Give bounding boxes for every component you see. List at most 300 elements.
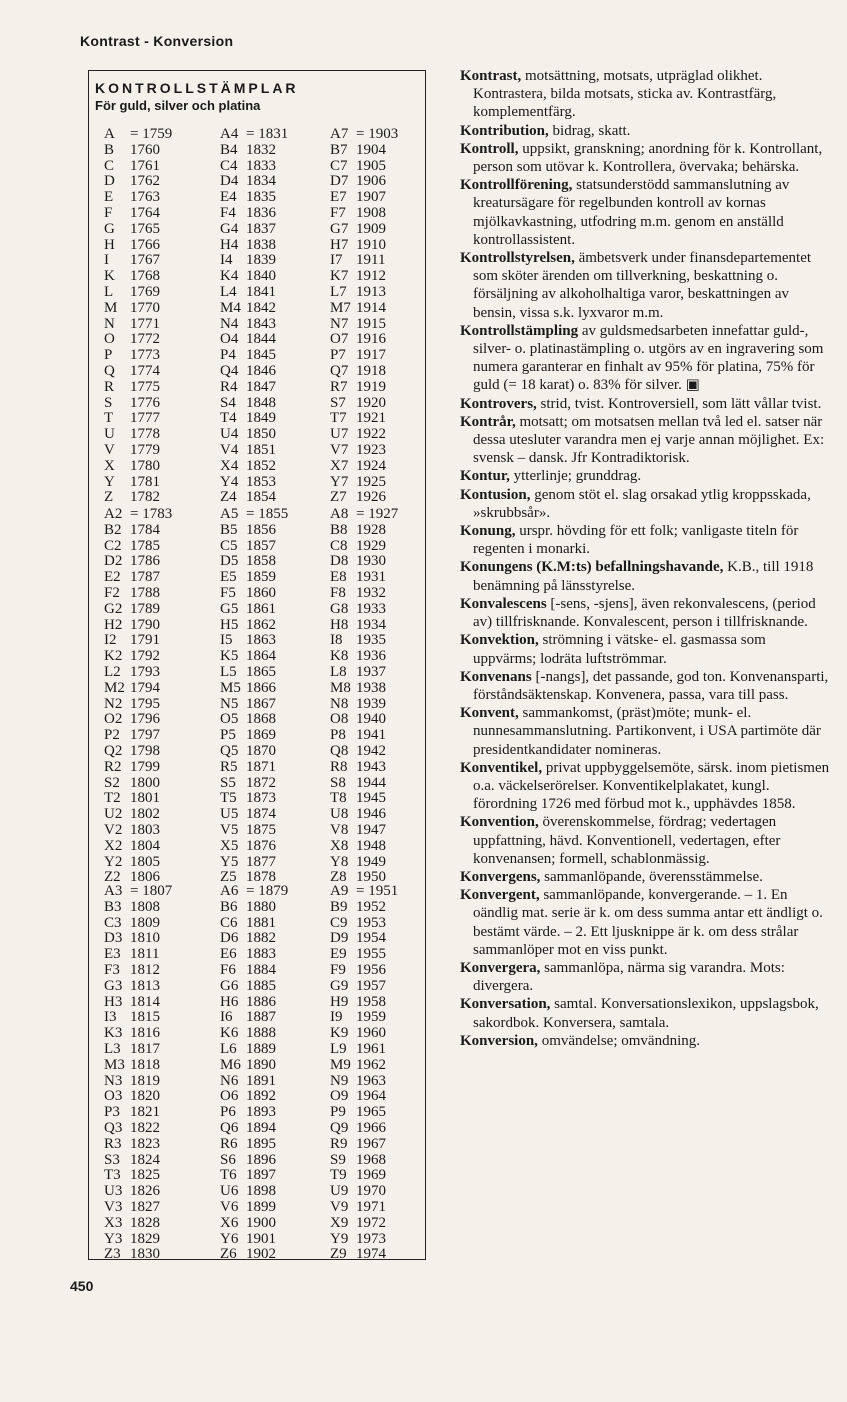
hallmark-year: 1965 (356, 1104, 386, 1121)
hallmark-year: 1825 (130, 1167, 160, 1184)
hallmark-year: 1915 (356, 315, 386, 332)
entry-definition: statsunderstödd sammanslutning av kreatursägare för regelbunden kontroll av kornas mjölkavkastning, utfodring m.m. genom en anställd kontrollassistent. (473, 177, 790, 248)
hallmark-letter: M9 (330, 1056, 351, 1073)
table-cell (330, 127, 398, 143)
hallmark-letter: R7 (330, 378, 348, 395)
table-cell (330, 222, 386, 238)
table-row (104, 855, 426, 871)
table-cell (220, 174, 276, 190)
table-row (104, 681, 426, 697)
hallmark-year: 1839 (246, 252, 276, 269)
table-cell (104, 174, 160, 190)
table-cell (220, 253, 276, 269)
table-cell (220, 285, 276, 301)
hallmark-letter: H8 (330, 616, 349, 633)
hallmark-letter: C6 (220, 914, 238, 931)
hallmark-year: = 1903 (356, 126, 399, 142)
hallmark-letter: S4 (220, 394, 236, 411)
hallmark-year: 1955 (356, 946, 386, 963)
hallmark-letter: U6 (220, 1183, 239, 1200)
table-cell (220, 159, 276, 175)
table-cell (330, 1247, 386, 1263)
hallmark-letter: T (104, 410, 114, 427)
hallmark-year: 1907 (356, 189, 386, 206)
table-row (104, 839, 426, 855)
hallmark-year: 1767 (130, 252, 160, 269)
table-cell (220, 776, 276, 792)
hallmark-letter: S9 (330, 1151, 346, 1168)
hallmark-letter: Y (104, 473, 115, 490)
table-cell (104, 364, 160, 380)
hallmark-letter: D5 (220, 553, 239, 570)
table-cell (220, 507, 288, 523)
hallmark-year: 1956 (356, 961, 386, 978)
hallmark-year: 1900 (246, 1214, 276, 1231)
table-cell (330, 728, 386, 744)
table-cell (104, 1089, 160, 1105)
hallmark-year: 1812 (130, 961, 160, 978)
table-cell (330, 618, 386, 634)
hallmark-year: 1946 (356, 806, 386, 823)
hallmark-year: 1940 (356, 711, 386, 728)
hallmark-year: 1830 (130, 1246, 160, 1263)
hallmark-year: 1784 (130, 521, 160, 538)
hallmark-letter: P (104, 347, 113, 364)
table-row (104, 995, 426, 1011)
entry-headword: Konvergens, (460, 868, 541, 885)
table-row (104, 744, 426, 760)
hallmark-letter: E4 (220, 189, 237, 206)
hallmark-year: 1926 (356, 489, 386, 506)
hallmark-year: 1834 (246, 173, 276, 190)
entry-definition: överenskommelse, fördrag; vedertagen uppfattning, hävd. Konventionell, vedertagen, efter konvenansen; formell, schablonmässig. (473, 814, 781, 867)
hallmark-letter: M3 (104, 1056, 125, 1073)
table-cell (330, 1058, 386, 1074)
hallmark-letter: B4 (220, 141, 238, 158)
hallmark-letter: I6 (220, 1009, 233, 1026)
dictionary-entry (460, 322, 830, 395)
dictionary-entry (460, 467, 830, 485)
table-row (104, 1042, 426, 1058)
hallmark-letter: H4 (220, 236, 239, 253)
table-cell (104, 697, 160, 713)
hallmark-year: 1910 (356, 236, 386, 253)
table-row (104, 712, 426, 728)
hallmark-year: 1771 (130, 315, 160, 332)
hallmark-year: 1837 (246, 220, 276, 237)
table-cell (104, 665, 160, 681)
hallmark-year: 1961 (356, 1040, 386, 1057)
table-cell (220, 791, 276, 807)
hallmark-year: 1939 (356, 695, 386, 712)
table-row (104, 269, 426, 285)
table-row (104, 301, 426, 317)
table-row (104, 649, 426, 665)
hallmark-letter: M6 (220, 1056, 241, 1073)
entry-definition: sammanlöpa, närma sig varandra. Mots: divergera. (473, 959, 785, 995)
hallmark-letter: T9 (330, 1167, 347, 1184)
hallmark-year: 1917 (356, 347, 386, 364)
hallmark-letter: N (104, 315, 115, 332)
table-cell (220, 380, 276, 396)
table-cell (220, 1216, 276, 1232)
hallmark-year: 1913 (356, 283, 386, 300)
hallmark-letter: O9 (330, 1088, 349, 1105)
entry-headword: Konvergera, (460, 959, 541, 976)
hallmark-letter: E2 (104, 569, 121, 586)
hallmark-letter: F9 (330, 961, 346, 978)
hallmark-year: 1850 (246, 426, 276, 443)
hallmark-year: 1805 (130, 853, 160, 870)
table-cell (220, 1074, 276, 1090)
hallmark-year: 1904 (356, 141, 386, 158)
hallmark-letter: G3 (104, 977, 123, 994)
table-row (104, 760, 426, 776)
dictionary-entry (460, 522, 830, 558)
running-head: Kontrast - Konversion (80, 33, 234, 49)
table-row (104, 1153, 426, 1169)
hallmark-letter: Q6 (220, 1119, 239, 1136)
hallmark-year: 1973 (356, 1230, 386, 1247)
hallmark-year: 1833 (246, 157, 276, 174)
table-cell (104, 884, 172, 900)
hallmark-letter: L8 (330, 663, 347, 680)
table-cell (330, 776, 386, 792)
table-row (104, 143, 426, 159)
table-cell (104, 807, 160, 823)
hallmark-year: 1867 (246, 695, 276, 712)
table-cell (220, 586, 276, 602)
hallmark-letter: T3 (104, 1167, 121, 1184)
hallmark-letter: S (104, 394, 113, 411)
hallmark-year: 1769 (130, 283, 160, 300)
hallmark-letter: T6 (220, 1167, 237, 1184)
hallmark-letter: P3 (104, 1104, 120, 1121)
table-cell (330, 570, 386, 586)
hallmark-letter: O8 (330, 711, 349, 728)
table-cell (104, 206, 160, 222)
hallmark-year: 1921 (356, 410, 386, 427)
hallmark-letter: R4 (220, 378, 238, 395)
dictionary-entry (460, 140, 830, 176)
hallmark-letter: D4 (220, 173, 239, 190)
hallmark-year: = 1879 (246, 883, 289, 899)
hallmark-letter: L (104, 283, 114, 300)
hallmark-letter: M8 (330, 679, 351, 696)
hallmark-year: 1871 (246, 758, 276, 775)
hallmark-letter: A5 (220, 506, 239, 522)
hallmark-letter: B9 (330, 898, 348, 915)
hallmark-letter: N3 (104, 1072, 123, 1089)
hallmark-year: 1925 (356, 473, 386, 490)
table-cell (330, 697, 386, 713)
entry-headword: Kontusion, (460, 486, 531, 503)
hallmark-letter: U2 (104, 806, 123, 823)
hallmark-year: 1772 (130, 331, 160, 348)
hallmark-year: 1828 (130, 1214, 160, 1231)
hallmark-letter: C8 (330, 537, 348, 554)
hallmark-year: 1841 (246, 283, 276, 300)
hallmark-letter: V3 (104, 1198, 123, 1215)
hallmark-year: 1803 (130, 821, 160, 838)
table-cell (220, 931, 276, 947)
hallmark-letter: B2 (104, 521, 122, 538)
hallmark-letter: N9 (330, 1072, 349, 1089)
hallmark-block-3 (104, 884, 426, 1263)
hallmark-letter: L7 (330, 283, 347, 300)
table-cell (330, 396, 386, 412)
hallmark-letter: D (104, 173, 115, 190)
table-cell (104, 1200, 160, 1216)
hallmark-year: 1919 (356, 378, 386, 395)
table-cell (220, 269, 276, 285)
hallmark-letter: G5 (220, 600, 239, 617)
hallmark-year: 1942 (356, 742, 386, 759)
hallmark-year: 1862 (246, 616, 276, 633)
entry-headword: Konvektion, (460, 632, 539, 649)
hallmark-year: 1887 (246, 1009, 276, 1026)
hallmark-letter: I (104, 252, 109, 269)
table-cell (220, 995, 276, 1011)
table-cell (220, 712, 276, 728)
table-cell (104, 127, 172, 143)
hallmark-year: 1963 (356, 1072, 386, 1089)
table-cell (330, 1105, 386, 1121)
table-cell (330, 190, 386, 206)
hallmark-year: 1929 (356, 537, 386, 554)
hallmark-year: 1970 (356, 1183, 386, 1200)
table-cell (220, 728, 276, 744)
table-row (104, 443, 426, 459)
table-cell (330, 317, 386, 333)
hallmark-year: 1858 (246, 553, 276, 570)
table-cell (220, 490, 276, 506)
hallmark-letter: F7 (330, 204, 346, 221)
hallmark-year: 1788 (130, 584, 160, 601)
hallmark-year: 1933 (356, 600, 386, 617)
hallmark-year: 1856 (246, 521, 276, 538)
hallmark-year: 1824 (130, 1151, 160, 1168)
table-cell (104, 855, 160, 871)
table-cell (104, 776, 160, 792)
hallmark-year: 1950 (356, 869, 386, 886)
hallmark-year: 1874 (246, 806, 276, 823)
table-cell (330, 916, 386, 932)
table-cell (104, 947, 159, 963)
hallmark-year: 1892 (246, 1088, 276, 1105)
hallmark-letter: M (104, 299, 118, 316)
entry-definition: [-sens, -sjens], även rekonvalescens, (period av) tillfrisknande. Konvalescent, person i tillfrisknande. (473, 595, 816, 631)
table-row (104, 1168, 426, 1184)
table-cell (104, 586, 160, 602)
entry-definition: genom stöt el. slag orsakad ytlig kroppsskada, »skrubbsår». (473, 486, 811, 521)
table-cell (220, 649, 276, 665)
hallmark-year: 1787 (130, 569, 160, 586)
table-cell (220, 332, 276, 348)
dictionary-entry (460, 995, 830, 1031)
table-cell (104, 159, 160, 175)
dictionary-entry (460, 886, 830, 959)
hallmark-year: 1873 (246, 790, 276, 807)
hallmark-letter: P9 (330, 1104, 346, 1121)
hallmark-year: 1777 (130, 410, 160, 427)
table-cell (220, 238, 276, 254)
table-cell (220, 459, 276, 475)
hallmark-letter: G9 (330, 977, 349, 994)
hallmark-year: = 1831 (246, 126, 289, 142)
hallmark-year: 1766 (130, 236, 160, 253)
hallmark-letter: Q (104, 362, 115, 379)
hallmark-letter: V8 (330, 821, 349, 838)
table-cell (220, 1137, 276, 1153)
entry-definition: motsättning, motsats, utpräglad olikhet. Kontrastera, bilda motsats, sticka av. Kontrastfärg, komplementfärg. (473, 68, 777, 121)
table-cell (330, 411, 386, 427)
dictionary-entry (460, 249, 830, 322)
hallmark-year: 1949 (356, 853, 386, 870)
hallmark-letter: K4 (220, 268, 239, 285)
table-cell (330, 947, 386, 963)
table-row (104, 190, 426, 206)
table-row (104, 396, 426, 412)
hallmark-letter: C2 (104, 537, 122, 554)
hallmark-letter: C5 (220, 537, 238, 554)
hallmark-year: 1770 (130, 299, 160, 316)
hallmark-year: 1835 (246, 189, 276, 206)
hallmark-year: 1791 (130, 632, 160, 649)
entry-headword: Konungens (K.M:ts) befallningshavande, (460, 559, 724, 576)
entry-definition: sammankomst, (präst)möte; munk- el. nunnesammanslutning. Partikonvent, i USA partimöte där presidentkandidater nomineras. (473, 705, 821, 758)
hallmark-year: 1894 (246, 1119, 276, 1136)
hallmark-year: 1958 (356, 993, 386, 1010)
dictionary-entry (460, 631, 830, 667)
hallmark-year: = 1783 (130, 506, 173, 522)
table-cell (330, 586, 386, 602)
hallmark-letter: Y3 (104, 1230, 123, 1247)
hallmark-year: 1799 (130, 758, 160, 775)
hallmark-letter: O7 (330, 331, 349, 348)
table-cell (330, 823, 386, 839)
hallmark-letter: K6 (220, 1025, 239, 1042)
hallmark-letter: I8 (330, 632, 343, 649)
hallmark-letter: P6 (220, 1104, 236, 1121)
hallmark-letter: L6 (220, 1040, 237, 1057)
hallmark-letter: N7 (330, 315, 349, 332)
hallmark-year: 1912 (356, 268, 386, 285)
hallmark-year: 1826 (130, 1183, 160, 1200)
hallmark-year: 1967 (356, 1135, 386, 1152)
table-cell (330, 459, 386, 475)
hallmark-letter: Y8 (330, 853, 349, 870)
entry-headword: Kontrollstyrelsen, (460, 250, 575, 267)
table-cell (104, 143, 160, 159)
hallmark-letter: D7 (330, 173, 349, 190)
table-cell (104, 554, 160, 570)
table-row (104, 633, 426, 649)
table-cell (104, 411, 160, 427)
dictionary-entry (460, 595, 830, 631)
entry-headword: Kontrovers, (460, 395, 537, 412)
table-cell (330, 1010, 386, 1026)
hallmark-year: 1938 (356, 679, 386, 696)
table-row (104, 728, 426, 744)
dictionary-entry (460, 959, 830, 995)
hallmark-year: 1800 (130, 774, 160, 791)
hallmark-letter: K8 (330, 648, 349, 665)
hallmark-letter: U8 (330, 806, 349, 823)
table-row (104, 348, 426, 364)
table-cell (330, 665, 386, 681)
table-row (104, 490, 426, 506)
hallmark-year: 1768 (130, 268, 160, 285)
hallmark-year: 1959 (356, 1009, 386, 1026)
table-cell (330, 1168, 386, 1184)
hallmark-year: 1884 (246, 961, 276, 978)
hallmark-letter: M2 (104, 679, 125, 696)
hallmark-year: 1776 (130, 394, 160, 411)
hallmark-year: 1914 (356, 299, 386, 316)
hallmark-letter: Y6 (220, 1230, 239, 1247)
entry-headword: Konvergent, (460, 887, 540, 904)
table-cell (220, 947, 276, 963)
table-row (104, 1121, 426, 1137)
hallmark-year: 1891 (246, 1072, 276, 1089)
table-row (104, 823, 426, 839)
hallmark-year: 1861 (246, 600, 276, 617)
table-cell (220, 681, 276, 697)
table-cell (220, 317, 276, 333)
hallmark-letter: H (104, 236, 115, 253)
hallmark-letter: N2 (104, 695, 123, 712)
hallmark-year: 1952 (356, 898, 386, 915)
hallmark-year: 1916 (356, 331, 386, 348)
table-row (104, 1010, 426, 1026)
table-cell (220, 916, 276, 932)
table-cell (330, 1026, 386, 1042)
hallmark-year: 1778 (130, 426, 160, 443)
table-cell (104, 459, 160, 475)
hallmark-year: 1764 (130, 204, 160, 221)
table-cell (330, 364, 386, 380)
hallmark-year: 1808 (130, 898, 160, 915)
hallmark-letter: L3 (104, 1040, 121, 1057)
table-cell (104, 222, 160, 238)
hallmark-year: 1868 (246, 711, 276, 728)
hallmark-year: 1937 (356, 663, 386, 680)
hallmark-year: 1829 (130, 1230, 160, 1247)
table-row (104, 900, 426, 916)
table-row (104, 884, 426, 900)
table-cell (220, 127, 288, 143)
table-row (104, 206, 426, 222)
table-cell (104, 995, 160, 1011)
hallmark-letter: B7 (330, 141, 348, 158)
hallmark-letter: F6 (220, 961, 236, 978)
hallmark-year: 1853 (246, 473, 276, 490)
hallmark-letter: O4 (220, 331, 239, 348)
hallmark-year: 1817 (130, 1040, 160, 1057)
entry-definition: [-nangs], det passande, god ton. Konvenansparti, förståndsäktenskap. Konvenera, passa, vara till pass. (473, 668, 829, 703)
table-cell (220, 554, 276, 570)
hallmark-year: 1883 (246, 946, 276, 963)
table-row (104, 411, 426, 427)
table-cell (104, 916, 160, 932)
entry-headword: Kontroll, (460, 140, 519, 157)
table-cell (330, 301, 386, 317)
table-row (104, 332, 426, 348)
hallmark-letter: F (104, 204, 113, 221)
hallmark-letter: I5 (220, 632, 233, 649)
hallmark-year: 1962 (356, 1056, 386, 1073)
